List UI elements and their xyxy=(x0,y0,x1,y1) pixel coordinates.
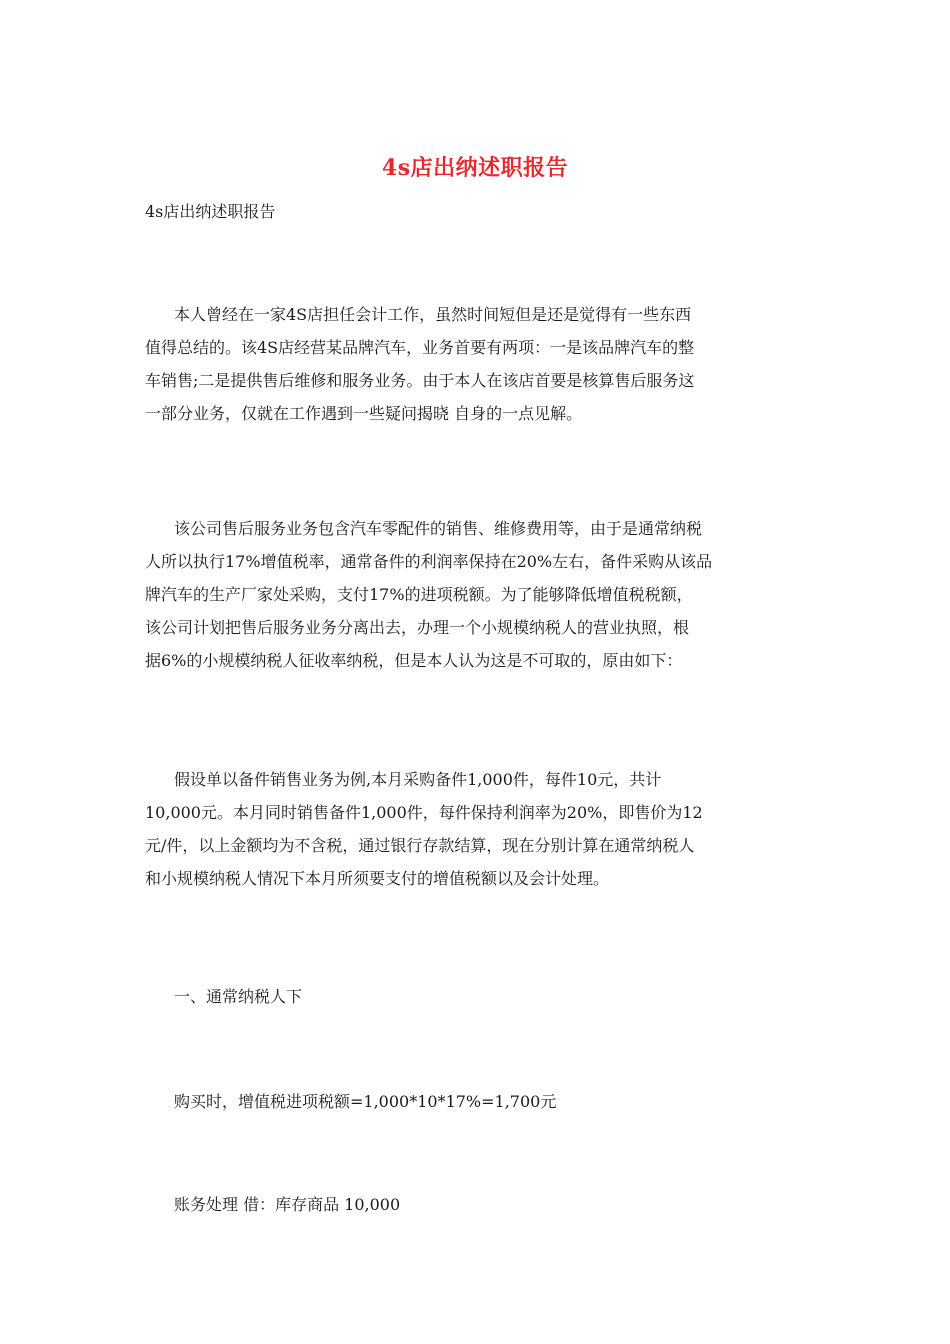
paragraph-line: 该公司计划把售后服务业务分离出去，办理一个小规模纳税人的营业执照，根 xyxy=(145,618,690,637)
paragraph-line: 本人曾经在一家4S店担任会计工作，虽然时间短但是还是觉得有一些东西 xyxy=(174,305,692,324)
paragraph-line: 10,000元。本月同时销售备件1,000件，每件保持利润率为20%，即售价为12 xyxy=(145,803,703,822)
paragraph-line: 人所以执行17%增值税率，通常备件的利润率保持在20%左右，备件采购从该品 xyxy=(145,552,713,571)
section-heading: 一、通常纳税人下 xyxy=(174,987,303,1006)
paragraph-line: 车销售;二是提供售后维修和服务业务。由于本人在该店首要是核算售后服务这 xyxy=(145,371,695,390)
paragraph-line: 据6%的小规模纳税人征收率纳税，但是本人认为这是不可取的，原由如下： xyxy=(145,651,683,670)
paragraph-line: 该公司售后服务业务包含汽车零配件的销售、维修费用等，由于是通常纳税 xyxy=(174,519,703,538)
paragraph-line: 假设单以备件销售业务为例,本月采购备件1,000件，每件10元，共计 xyxy=(174,770,662,789)
paragraph-line: 一部分业务，仅就在工作遇到一些疑问揭晓 自身的一点见解。 xyxy=(145,404,583,423)
paragraph-line: 和小规模纳税人情况下本月所须要支付的增值税额以及会计处理。 xyxy=(145,869,610,888)
document-title: 4s店出纳述职报告 xyxy=(381,155,569,181)
paragraph-line: 值得总结的。该4S店经营某品牌汽车，业务首要有两项：一是该品牌汽车的整 xyxy=(145,338,695,357)
paragraph-intro xyxy=(145,298,810,430)
paragraph-line: 元/件，以上金额均为不含税，通过银行存款结算，现在分别计算在通常纳税人 xyxy=(145,836,695,855)
document-subtitle: 4s店出纳述职报告 xyxy=(145,202,276,221)
accounting-entry-line: 账务处理 借：库存商品 10,000 xyxy=(174,1195,401,1214)
paragraph-tax-plan xyxy=(145,512,810,677)
paragraph-line: 牌汽车的生产厂家处采购，支付17%的进项税额。为了能够降低增值税税额， xyxy=(145,585,693,604)
paragraph-example xyxy=(145,763,810,895)
purchase-tax-line: 购买时，增值税进项税额=1,000*10*17%=1,700元 xyxy=(174,1092,557,1111)
